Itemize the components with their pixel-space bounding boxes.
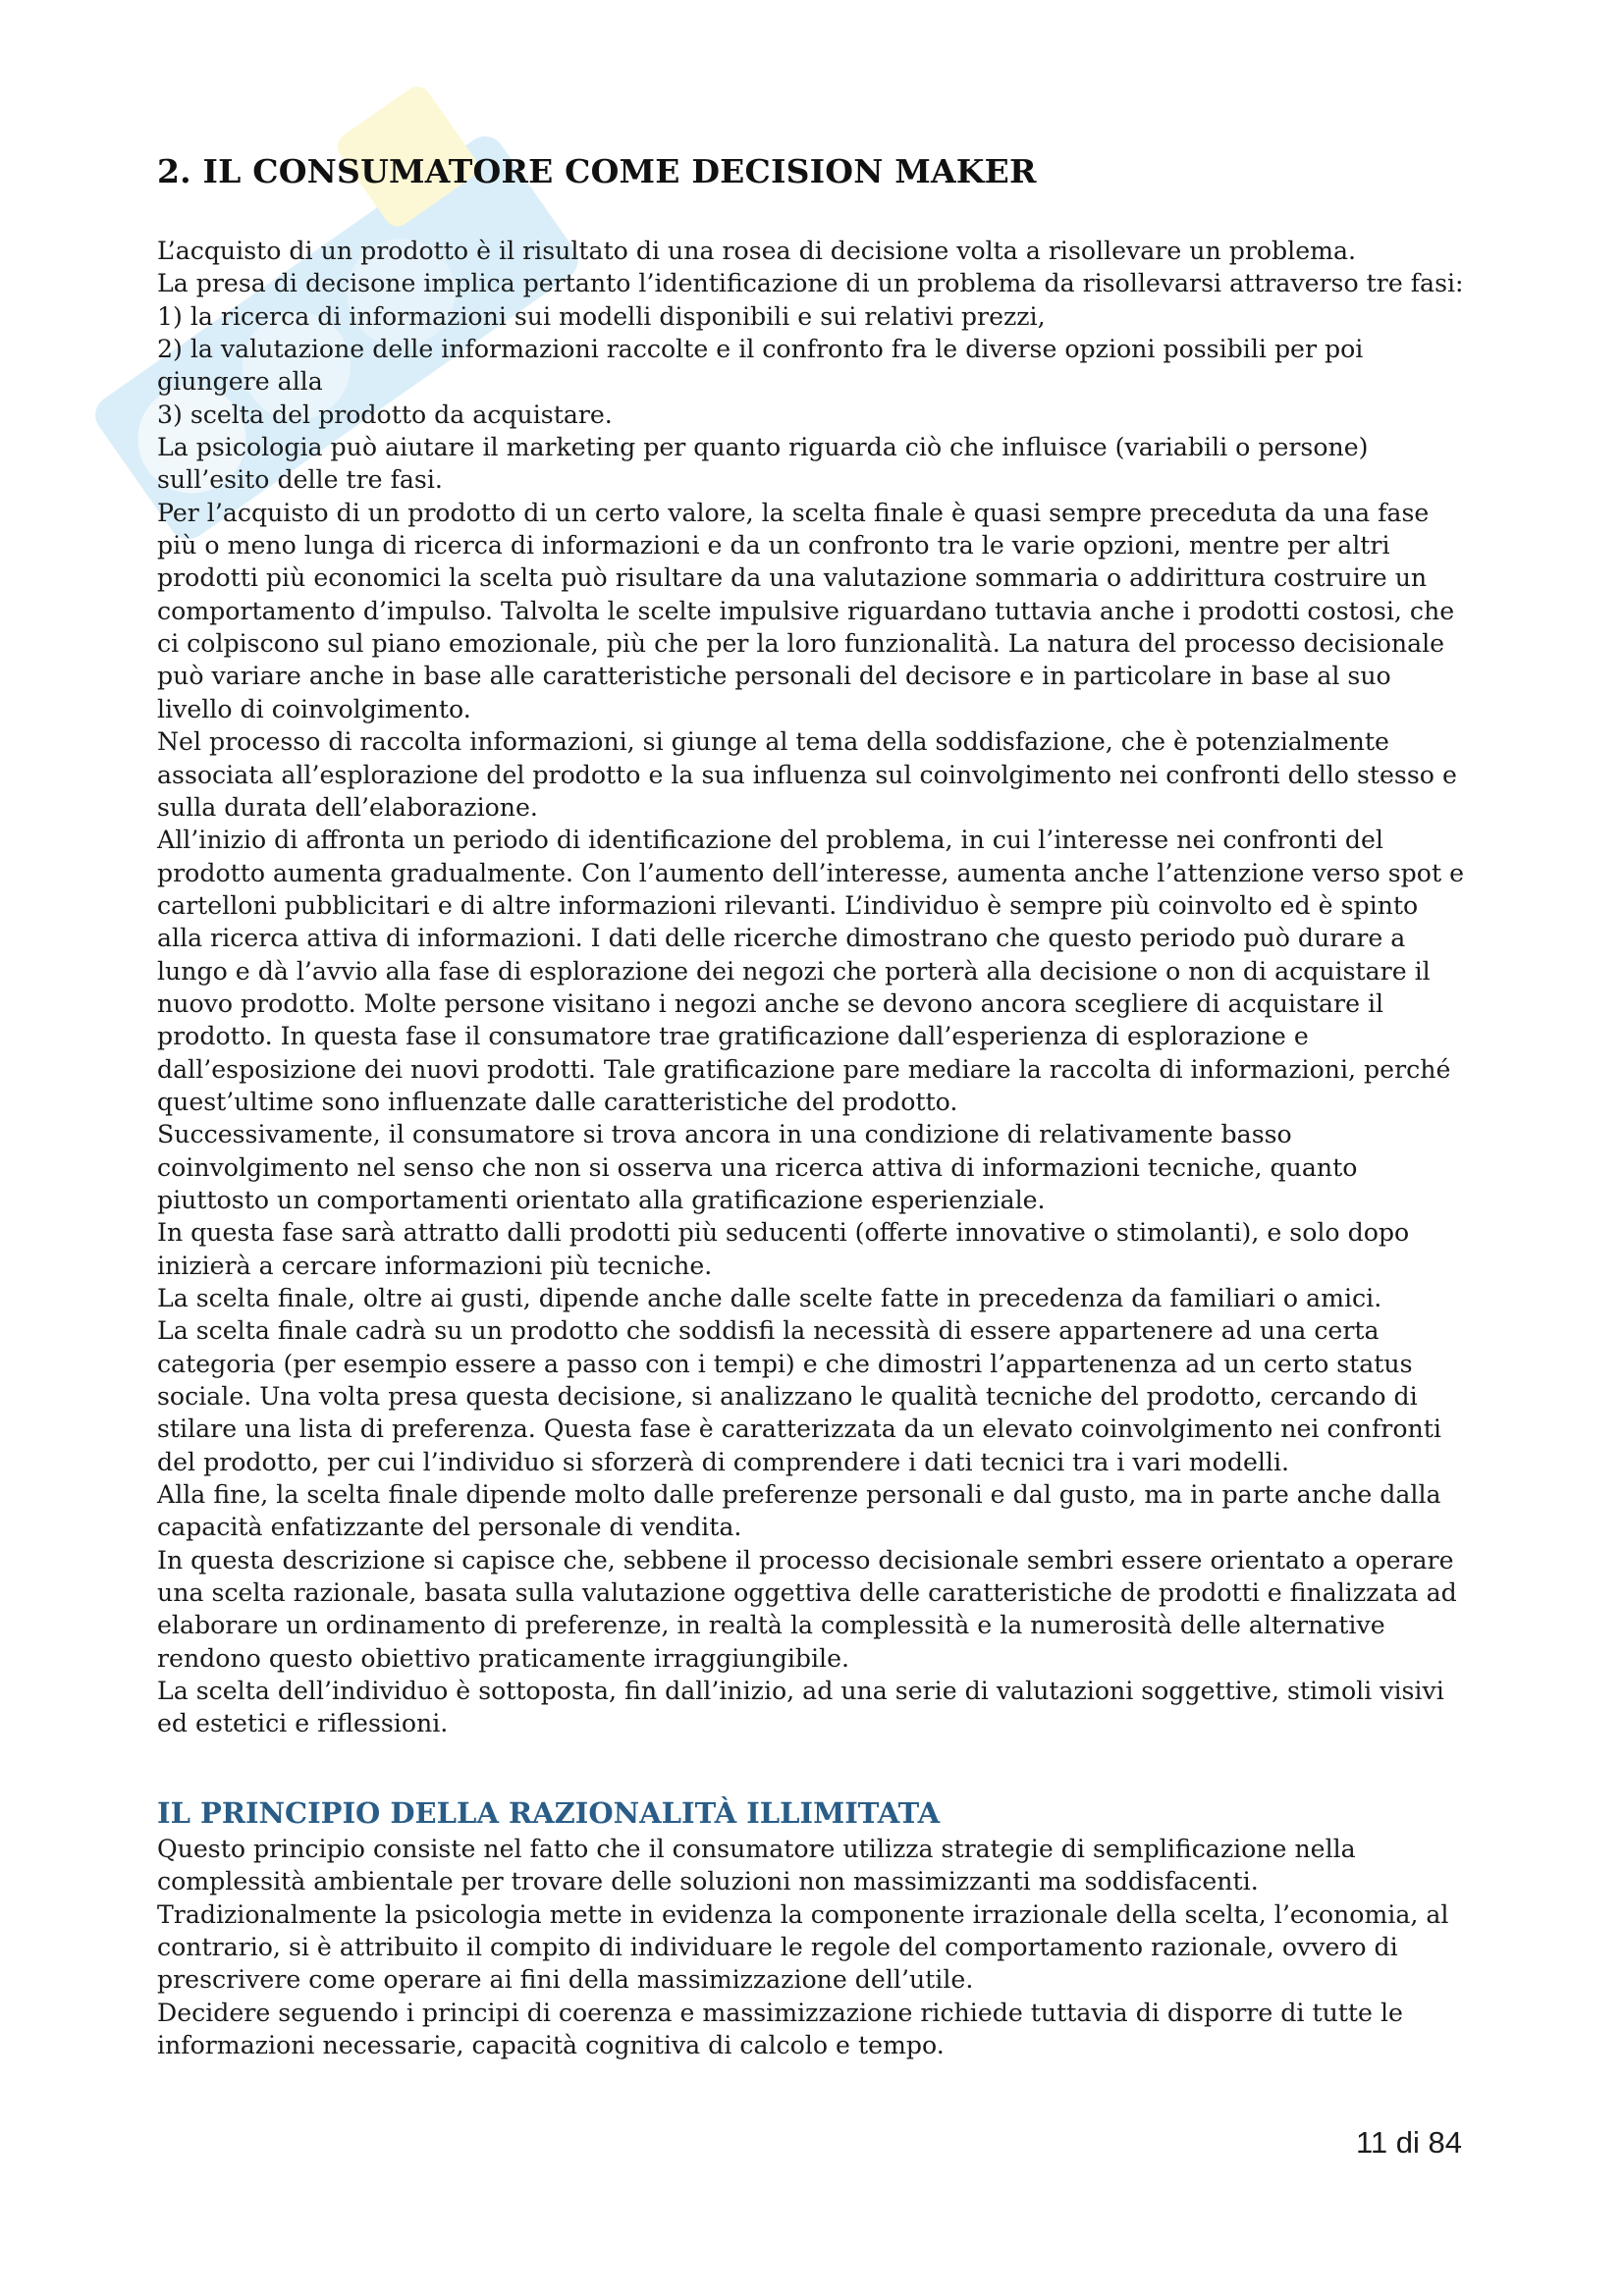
list-item: 1) la ricerca di informazioni sui modelli disponibili e sui relativi prezzi,: [157, 301, 1046, 331]
paragraph: Alla fine, la scelta finale dipende molto dalle preferenze personali e dal gusto, ma in parte anche dalla capacità enfatizzante del personale di vendita.: [157, 1480, 1449, 1542]
paragraph: Questo principio consiste nel fatto che il consumatore utilizza strategie di semplificazione nella complessità ambientale per trovare delle soluzioni non massimizzanti ma soddisfacenti.: [157, 1834, 1364, 1896]
paragraph: La presa di decisone implica pertanto l’identificazione di un problema da risollevarsi attraverso tre fasi:: [157, 269, 1464, 298]
paragraph: In questa fase sarà attratto dalli prodotti più seducenti (offerte innovative o stimolanti), e solo dopo inizierà a cercare informazioni più tecniche.: [157, 1218, 1418, 1280]
paragraph: L’acquisto di un prodotto è il risultato di una rosea di decisione volta a risollevare un problema.: [157, 237, 1357, 265]
paragraph: In questa descrizione si capisce che, sebbene il processo decisionale sembri essere orientato a operare una scelta razionale, basata sulla valutazione oggettiva delle caratteristiche de prodotti e finalizzata ad elaborare un ordinamento di preferenze, in realtà la complessità e la numerosità delle alternative rendono questo obiettivo praticamente irraggiungibile.: [157, 1545, 1465, 1673]
section-title: IL PRINCIPIO DELLA RAZIONALITÀ ILLIMITATA: [157, 1795, 941, 1830]
paragraph: Nel processo di raccolta informazioni, si giunge al tema della soddisfazione, che è potenzialmente associata all’esplorazione del prodotto e la sua influenza sul coinvolgimento nei confronti dello stesso e sulla durata dell’elaborazione.: [157, 727, 1465, 822]
list-item: 2) la valutazione delle informazioni raccolte e il confronto fra le diverse opzioni possibili per poi giungere alla: [157, 335, 1372, 397]
paragraph: All’inizio di affronta un periodo di identificazione del problema, in cui l’interesse nei confronti del prodotto aumenta gradualmente. Con l’aumento dell’interesse, aumenta anche l’attenzione verso spot e cartelloni pubblicitari e di altre informazioni rilevanti. L’individuo è sempre più coinvolto ed è spinto alla ricerca attiva di informazioni. I dati delle ricerche dimostrano che questo periodo può durare a lungo e dà l’avvio alla fase di esplorazione dei negozi che porterà alla decisione o non di acquistare il nuovo prodotto. Molte persone visitano i negozi anche se devono ancora scegliere di acquistare il prodotto. In questa fase il consumatore trae gratificazione dall’esperienza di esplorazione e dall’esposizione dei nuovi prodotti. Tale gratificazione pare mediare la raccolta di informazioni, perché quest’ultime sono influenzate dalle caratteristiche del prodotto.: [157, 826, 1472, 1116]
page-number: 11 di 84: [1355, 2125, 1462, 2160]
paragraph: Decidere seguendo i principi di coerenza e massimizzazione richiede tuttavia di disporre di tutte le informazioni necessarie, capacità cognitiva di calcolo e tempo.: [157, 1998, 1411, 2059]
paragraph: Per l’acquisto di un prodotto di un certo valore, la scelta finale è quasi sempre preceduta da una fase più o meno lunga di ricerca di informazioni e da un confronto tra le varie opzioni, mentre per altri prodotti più economici la scelta può risultare da una valutazione sommaria o addirittura costruire un comportamento d’impulso. Talvolta le scelte impulsive riguardano tuttavia anche i prodotti costosi, che ci colpiscono sul piano emozionale, più che per la loro funzionalità. La natura del processo decisionale può variare anche in base alle caratteristiche personali del decisore e in particolare in base al suo livello di coinvolgimento.: [157, 498, 1463, 723]
paragraph: Tradizionalmente la psicologia mette in evidenza la componente irrazionale della scelta, l’economia, al contrario, si è attribuito il compito di individuare le regole del comportamento razionale, ovvero di prescrivere come operare ai fini della massimizzazione dell’utile.: [157, 1899, 1457, 1995]
chapter-title: 2. IL CONSUMATORE COME DECISION MAKER: [157, 152, 1037, 190]
chapter-body: [157, 235, 1472, 1740]
paragraph: La scelta finale cadrà su un prodotto che soddisfi la necessità di essere appartenere ad una certa categoria (per esempio essere a passo con i tempi) e che dimostri l’appartenenza ad un certo status sociale. Una volta presa questa decisione, si analizzano le qualità tecniche del prodotto, cercando di stilare una lista di preferenza. Questa fase è caratterizzata da un elevato coinvolgimento nei confronti del prodotto, per cui l’individuo si sforzerà di comprendere i dati tecnici tra i vari modelli.: [157, 1316, 1449, 1476]
section-body: [157, 1833, 1468, 2061]
paragraph: Successivamente, il consumatore si trova ancora in una condizione di relativamente basso coinvolgimento nel senso che non si osserva una ricerca attiva di informazioni tecniche, quanto piuttosto un comportamenti orientato alla gratificazione esperienziale.: [157, 1120, 1366, 1214]
paragraph: La scelta finale, oltre ai gusti, dipende anche dalle scelte fatte in precedenza da familiari o amici.: [157, 1284, 1382, 1312]
page-content: [157, 152, 1472, 2061]
paragraph: La scelta dell’individuo è sottoposta, fin dall’inizio, ad una serie di valutazioni soggettive, stimoli visivi ed estetici e riflessioni.: [157, 1677, 1452, 1738]
paragraph: La psicologia può aiutare il marketing per quanto riguarda ciò che influisce (variabili o persone) sull’esito delle tre fasi.: [157, 433, 1377, 495]
list-item: 3) scelta del prodotto da acquistare.: [157, 400, 613, 429]
